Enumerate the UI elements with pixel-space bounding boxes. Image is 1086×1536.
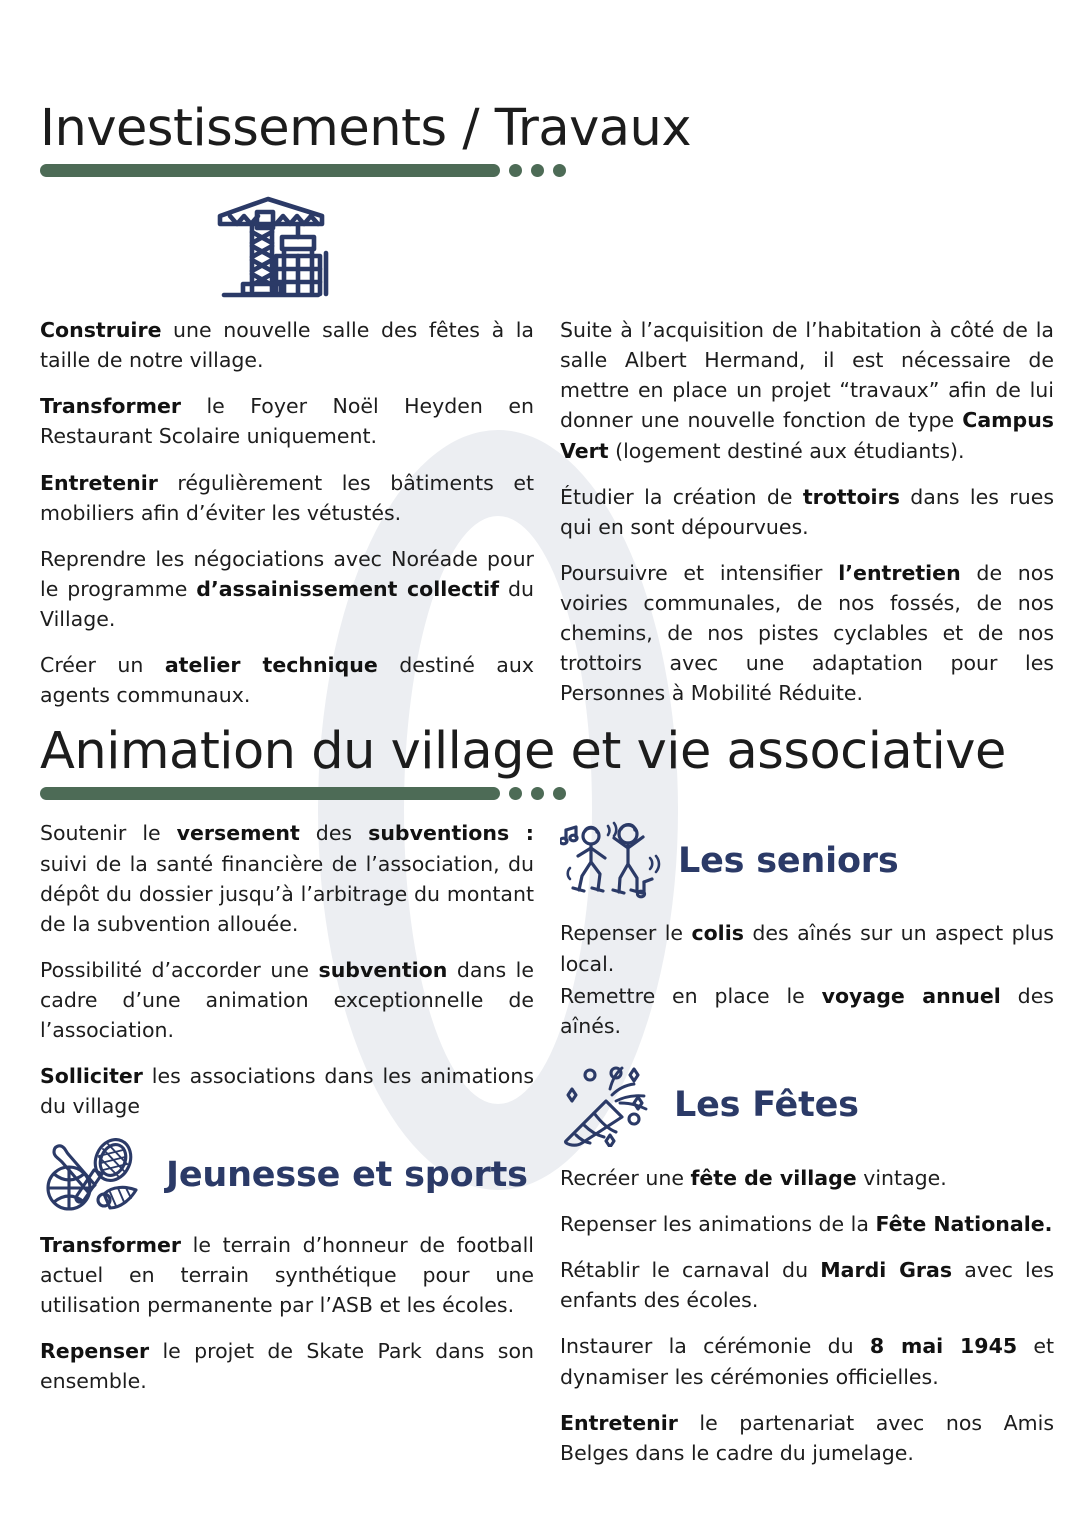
rule-dot: [553, 787, 566, 800]
construction-crane-icon: [210, 191, 332, 303]
rule-dot: [531, 787, 544, 800]
rule-bar: [40, 787, 500, 800]
paragraph: Soutenir le versement des subventions : suivi de la santé financière de l’association, du dépôt du dossier jusqu’à l’arbitrage du montant de la subvention allouée.: [40, 821, 535, 936]
paragraph-lead: Entretenir: [40, 470, 158, 495]
subsection-header-jeunesse-et-sports: [40, 1138, 534, 1212]
section-2-right-column: [560, 818, 1054, 1468]
party-popper-icon: [560, 1063, 660, 1147]
crane-icon-wrapper: [40, 191, 1046, 303]
paragraph: Possibilité d’accorder une subvention dans le cadre d’une animation exceptionnelle de l’association.: [40, 957, 534, 1043]
subsection-label: Les Fêtes: [674, 1084, 859, 1125]
section-title: Animation du village et vie associative: [40, 722, 1006, 782]
rule-dot: [509, 164, 522, 177]
paragraph: Rétablir le carnaval du Mardi Gras avec les enfants des écoles.: [560, 1258, 1055, 1313]
subsection-header-les-seniors: [560, 818, 1054, 904]
section-header-animation: [40, 722, 1046, 800]
section-1-left-column: [40, 315, 534, 710]
title-rule: [40, 787, 1046, 800]
paragraph: Reprendre les négociations avec Noréade pour le programme d’assainissement collectif du Village.: [40, 546, 534, 632]
rule-dot: [553, 164, 566, 177]
paragraph: Recréer une fête de village vintage.: [560, 1165, 947, 1190]
paragraph-lead: Transformer: [40, 394, 181, 419]
section-1-right-column: [560, 315, 1054, 709]
rule-dot: [531, 164, 544, 177]
paragraph: [40, 315, 534, 375]
paragraph: Suite à l’acquisition de l’habitation à côté de la salle Albert Hermand, il est nécessaire de mettre en place un projet “travaux” afin de lui donner une nouvelle fonction de type Campus Vert (logement destiné aux étudiants).: [560, 318, 1054, 463]
paragraph: Entretenir le partenariat avec nos Amis Belges dans le cadre du jumelage.: [560, 1410, 1054, 1465]
jeunesse-et-sports-body: [40, 1230, 534, 1397]
les-seniors-body: [560, 918, 1054, 1041]
paragraph: [40, 468, 534, 528]
page-title: Investissements / Travaux: [40, 99, 692, 158]
paragraph-rest: une nouvelle salle des fêtes à la taille de notre village.: [40, 318, 534, 373]
paragraph: Remettre en place le voyage annuel des aînés.: [560, 983, 1054, 1038]
rule-dot: [509, 787, 522, 800]
section-2-columns: [40, 818, 1055, 1468]
rule-bar: [40, 164, 500, 177]
paragraph: Repenser le colis des aînés sur un aspect plus local.: [560, 921, 1054, 976]
paragraph: Créer un atelier technique destiné aux agents communaux.: [40, 653, 534, 708]
subsection-header-les-fetes: [560, 1063, 1054, 1147]
subsection-label: Jeunesse et sports: [166, 1154, 528, 1195]
paragraph: Transformer le terrain d’honneur de football actuel en terrain synthétique pour une utilisation permanente par l’ASB et les écoles.: [40, 1232, 534, 1317]
dancing-people-icon: [560, 818, 664, 904]
paragraph: Solliciter les associations dans les animations du village: [40, 1064, 534, 1119]
paragraph: Repenser le projet de Skate Park dans son ensemble.: [40, 1338, 534, 1394]
sports-equipment-icon: [40, 1138, 152, 1212]
paragraph-rest: le Foyer Noël Heyden en Restaurant Scolaire uniquement.: [40, 394, 534, 449]
paragraph: Étudier la création de trottoirs dans les rues qui en sont dépourvues.: [560, 484, 1055, 539]
section-header-investissements: [40, 0, 1046, 177]
paragraph: Poursuivre et intensifier l’entretien de nos voiries communales, de nos fossés, de nos chemins, de nos pistes cyclables et de nos trottoirs avec une adaptation pour les Personnes à Mobilité Réduite.: [560, 560, 1055, 706]
title-rule: [40, 164, 1046, 177]
paragraph: Repenser les animations de la Fête Nationale.: [560, 1212, 1053, 1237]
les-fetes-body: [560, 1163, 1054, 1468]
paragraph: [40, 391, 534, 451]
paragraph: Instaurer la cérémonie du 8 mai 1945 et dynamiser les cérémonies officielles.: [560, 1334, 1054, 1389]
paragraph-lead: Construire: [40, 318, 162, 343]
subsection-label: Les seniors: [678, 841, 899, 882]
section-1-columns: [40, 315, 1055, 710]
section-2-left-column: [40, 818, 534, 1396]
paragraph-rest: régulièrement les bâtiments et mobiliers afin d’éviter les vétustés.: [40, 470, 534, 525]
